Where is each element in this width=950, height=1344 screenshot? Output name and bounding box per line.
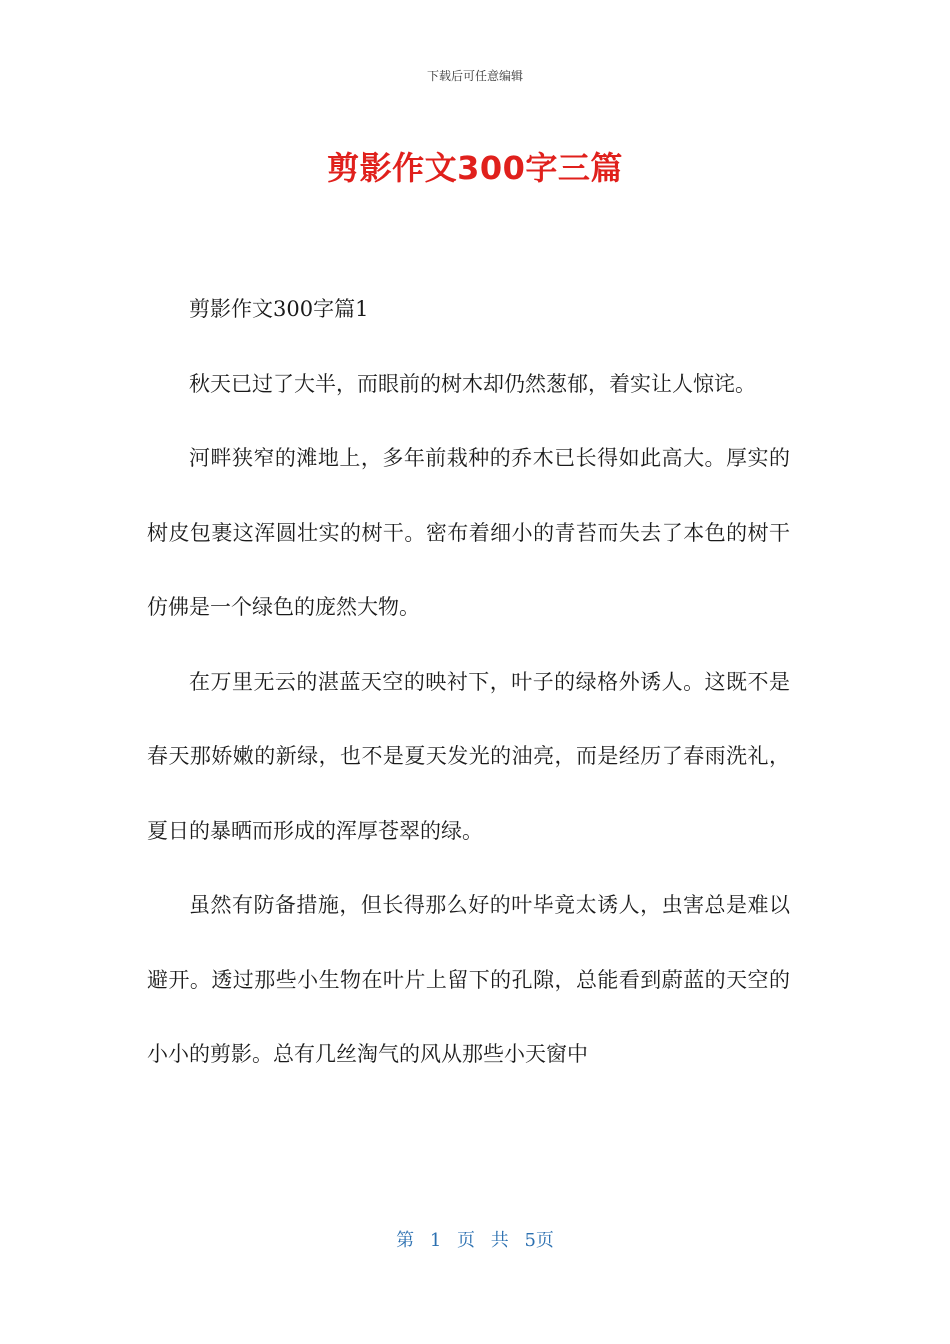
document-body (147, 272, 790, 1092)
page-header-note: 下载后可任意编辑 (426, 69, 523, 83)
paragraph: 河畔狭窄的滩地上，多年前栽种的乔木已长得如此高大。厚实的树皮包裹这浑圆壮实的树干。密布着细小的青苔而失去了本色的树干仿佛是一个绿色的庞然大物。 (147, 446, 790, 619)
page-label: 第 (396, 1230, 415, 1251)
section-heading: 剪影作文300字篇1 (189, 297, 369, 321)
document-title: 剪影作文300字三篇 (327, 149, 623, 187)
page-number: 1 (429, 1230, 442, 1251)
paragraph: 虽然有防备措施，但长得那么好的叶毕竟太诱人，虫害总是难以避开。透过那些小生物在叶片上留下的孔隙，总能看到蔚蓝的天空的小小的剪影。总有几丝淘气的风从那些小天窗中 (147, 893, 790, 1066)
total-pages: 5页 (524, 1230, 554, 1251)
paragraph: 在万里无云的湛蓝天空的映衬下，叶子的绿格外诱人。这既不是春天那娇嫩的新绿，也不是夏天发光的油亮，而是经历了春雨洗礼，夏日的暴晒而形成的浑厚苍翠的绿。 (147, 669, 790, 843)
page-footer (0, 1226, 950, 1252)
page-unit: 页 (457, 1230, 475, 1251)
paragraph: 秋天已过了大半，而眼前的树木却仍然葱郁，着实让人惊诧。 (189, 371, 756, 396)
total-label: 共 (490, 1230, 509, 1251)
